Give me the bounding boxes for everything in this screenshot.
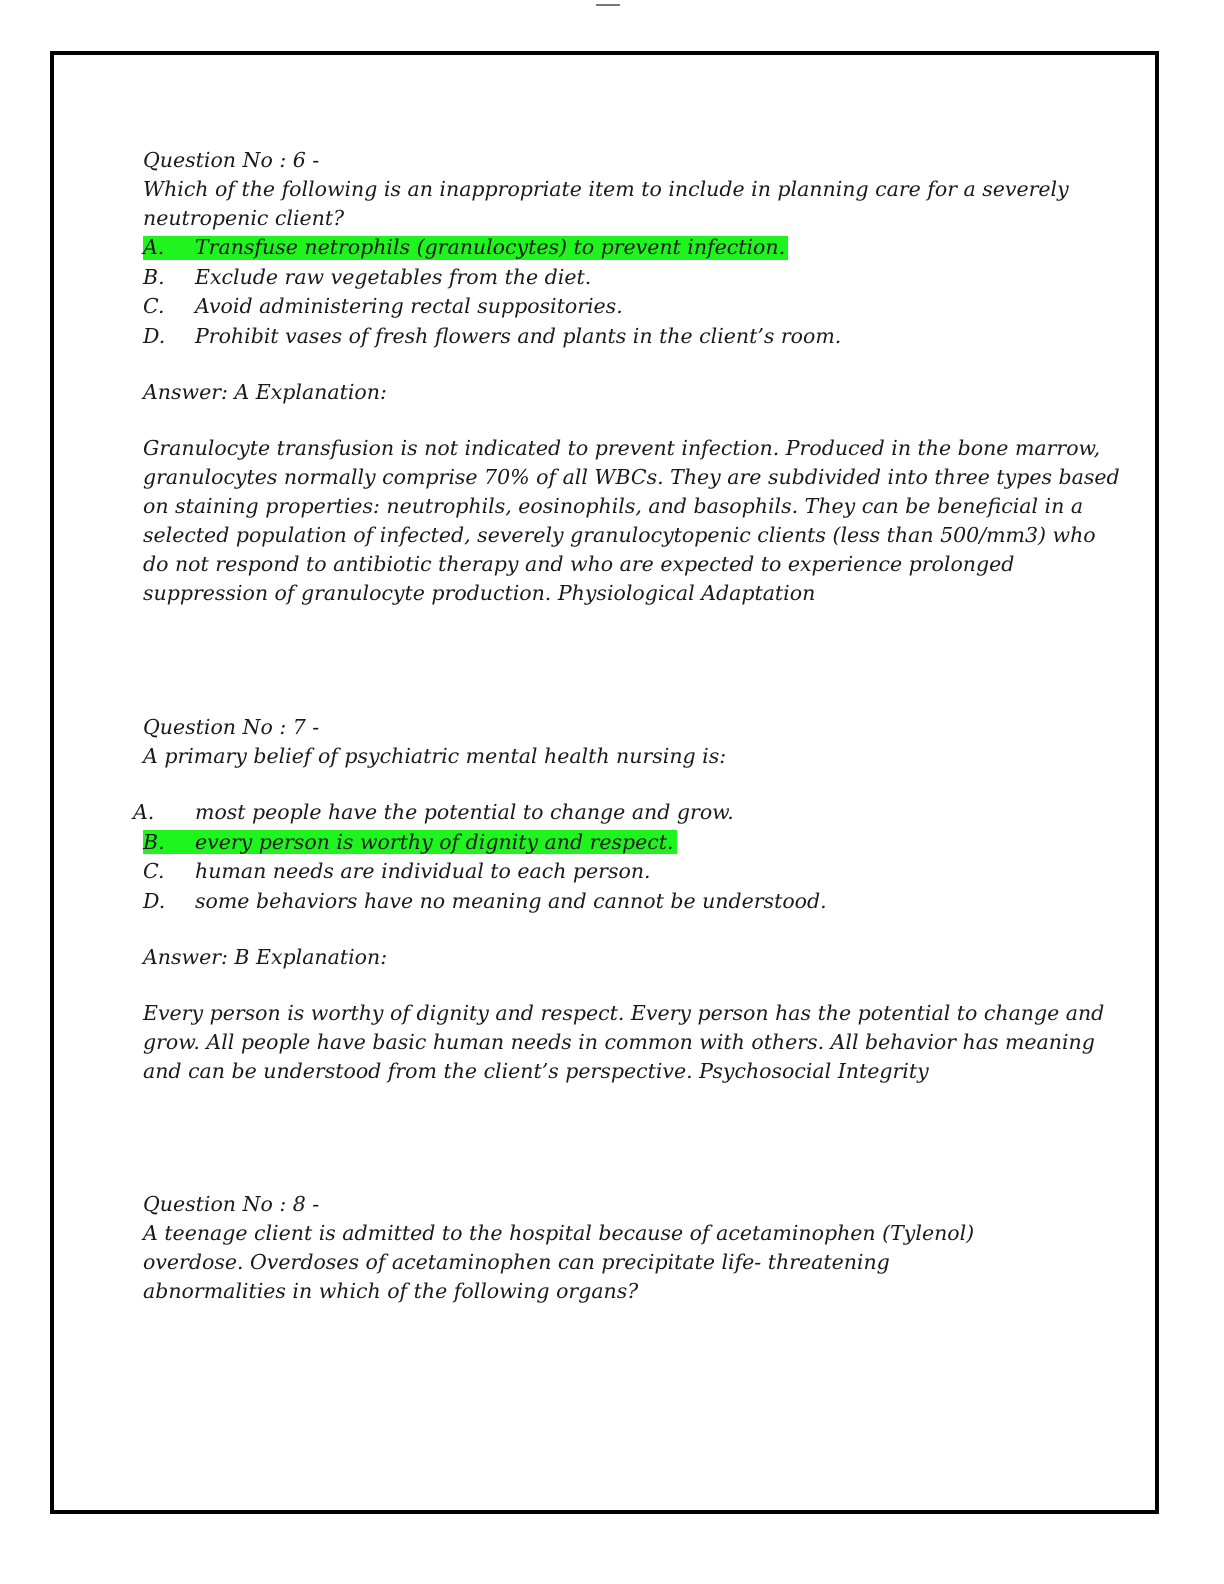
option-letter: C. xyxy=(143,294,165,319)
option-text: most people have the potential to change and grow. xyxy=(195,800,734,825)
question-header: Question No : 8 - xyxy=(143,1192,320,1216)
option-letter: A. xyxy=(133,800,155,825)
explanation-line: Every person is worthy of dignity and respect. Every person has the potential to change and xyxy=(143,1001,1105,1025)
option-c xyxy=(143,857,1073,887)
option-b xyxy=(143,263,1073,293)
option-letter: B. xyxy=(143,829,165,854)
question-text-line: Which of the following is an inappropriate item to include in planning care for a severely xyxy=(143,177,1069,201)
option-text: every person is worthy of dignity and respect. xyxy=(195,829,674,854)
page-top-mark xyxy=(596,4,620,6)
option-text: some behaviors have no meaning and cannot be understood. xyxy=(195,888,827,913)
option-a xyxy=(133,798,1073,828)
explanation-line: grow. All people have basic human needs in common with others. All behavior has meaning xyxy=(143,1030,1095,1054)
explanation-line: on staining properties: neutrophils, eosinophils, and basophils. They can be beneficial in a xyxy=(143,494,1084,518)
explanation-line: selected population of infected, severely granulocytopenic clients (less than 500/mm3) who xyxy=(143,523,1096,547)
question-text-line: A teenage client is admitted to the hospital because of acetaminophen (Tylenol) xyxy=(143,1221,975,1245)
explanation-line: Granulocyte transfusion is not indicated to prevent infection. Produced in the bone marrow, xyxy=(143,436,1101,460)
answer-line: Answer: B Explanation: xyxy=(143,945,388,969)
question-text-line: overdose. Overdoses of acetaminophen can precipitate life- threatening xyxy=(143,1250,890,1274)
highlighted-option xyxy=(143,830,677,854)
question-header: Question No : 7 - xyxy=(143,715,320,739)
option-letter: D. xyxy=(143,888,166,913)
document-content xyxy=(133,146,1120,1306)
answer-line: Answer: A Explanation: xyxy=(143,380,387,404)
option-text: Exclude raw vegetables from the diet. xyxy=(195,264,592,289)
option-letter: C. xyxy=(143,859,165,884)
question-text-line: A primary belief of psychiatric mental health nursing is: xyxy=(143,744,727,768)
option-b xyxy=(143,828,1073,858)
option-letter: D. xyxy=(143,323,166,348)
option-d xyxy=(143,887,1073,917)
question-header: Question No : 6 - xyxy=(143,148,320,172)
highlighted-option xyxy=(143,236,788,260)
explanation xyxy=(143,434,1120,608)
option-text: Avoid administering rectal suppositories. xyxy=(195,294,623,319)
option-text: Transfuse netrophils (granulocytes) to prevent infection. xyxy=(195,235,786,260)
option-d xyxy=(143,322,1073,352)
explanation xyxy=(143,999,1105,1086)
question-8 xyxy=(143,1190,1073,1306)
question-text-line: abnormalities in which of the following organs? xyxy=(143,1279,639,1303)
option-letter: B. xyxy=(143,264,165,289)
option-a xyxy=(143,233,1073,263)
option-letter: A. xyxy=(143,235,165,260)
explanation-line: and can be understood from the client’s perspective. Psychosocial Integrity xyxy=(143,1059,929,1083)
question-7 xyxy=(133,713,1105,1086)
option-text: Prohibit vases of fresh flowers and plants in the client’s room. xyxy=(195,323,842,348)
option-text: human needs are individual to each person. xyxy=(195,859,651,884)
explanation-line: suppression of granulocyte production. Physiological Adaptation xyxy=(143,581,816,605)
explanation-line: do not respond to antibiotic therapy and who are expected to experience prolonged xyxy=(143,552,1015,576)
question-text-line: neutropenic client? xyxy=(143,206,345,230)
option-c xyxy=(143,292,1073,322)
question-6 xyxy=(143,146,1120,608)
explanation-line: granulocytes normally comprise 70% of all WBCs. They are subdivided into three types based xyxy=(143,465,1120,489)
